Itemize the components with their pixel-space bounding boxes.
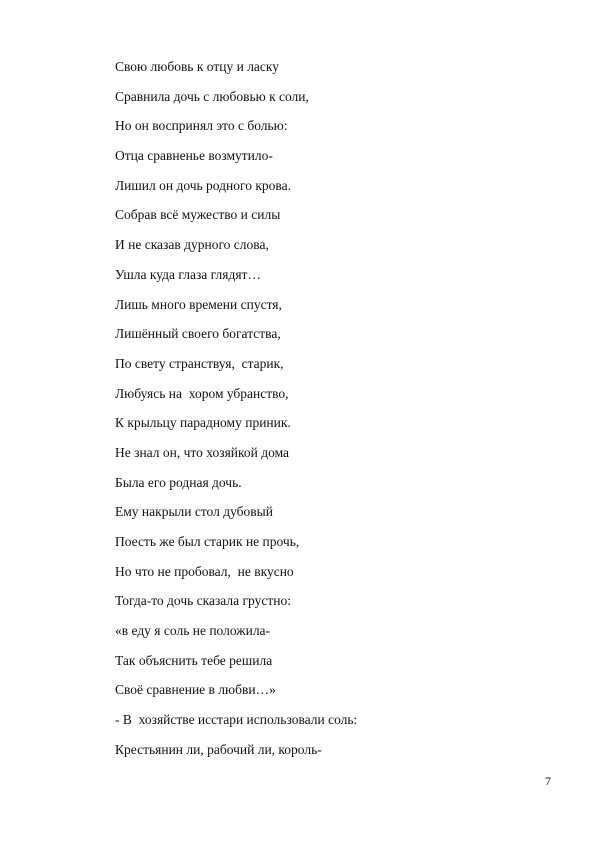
poem-line: Собрав всё мужество и силы bbox=[115, 207, 281, 223]
poem-line: Но он воспринял это с болью: bbox=[115, 118, 288, 134]
poem-line: «в еду я соль не положила- bbox=[115, 623, 271, 639]
poem-line: Лишь много времени спустя, bbox=[115, 296, 282, 312]
poem-line: Лишённый своего богатства, bbox=[115, 326, 281, 342]
poem-line: Сравнила дочь с любовью к соли, bbox=[115, 88, 309, 104]
poem-line: Так объяснить тебе решила bbox=[115, 652, 273, 668]
poem-line: Не знал он, что хозяйкой дома bbox=[115, 444, 290, 460]
poem-line: Была его родная дочь. bbox=[115, 474, 242, 490]
poem-text bbox=[115, 58, 357, 771]
poem-line: - В хозяйстве исстари использовали соль: bbox=[115, 712, 358, 728]
poem-line: Тогда-то дочь сказала грустно: bbox=[115, 593, 292, 609]
poem-line: Своё сравнение в любви…» bbox=[115, 682, 276, 698]
poem-line: И не сказав дурного слова, bbox=[115, 237, 269, 253]
poem-line: Поесть же был старик не прочь, bbox=[115, 534, 300, 549]
page-number: 7 bbox=[545, 774, 551, 788]
poem-line: По свету странствуя, старик, bbox=[115, 355, 284, 371]
poem-line: Любуясь на хором убранство, bbox=[115, 385, 289, 401]
poem-line: Крестьянин ли, рабочий ли, король- bbox=[115, 741, 322, 757]
poem-line: Но что не пробовал, не вкусно bbox=[115, 563, 294, 579]
poem-line: Ушла куда глаза глядят… bbox=[115, 266, 261, 282]
poem-line: Ему накрыли стол дубовый bbox=[115, 504, 273, 520]
poem-line: Лишил он дочь родного крова. bbox=[115, 177, 291, 193]
poem-line: К крыльцу парадному приник. bbox=[115, 415, 291, 431]
poem-line: Свою любовь к отцу и ласку bbox=[115, 59, 280, 74]
poem-line: Отца сравненье возмутило- bbox=[115, 148, 273, 164]
